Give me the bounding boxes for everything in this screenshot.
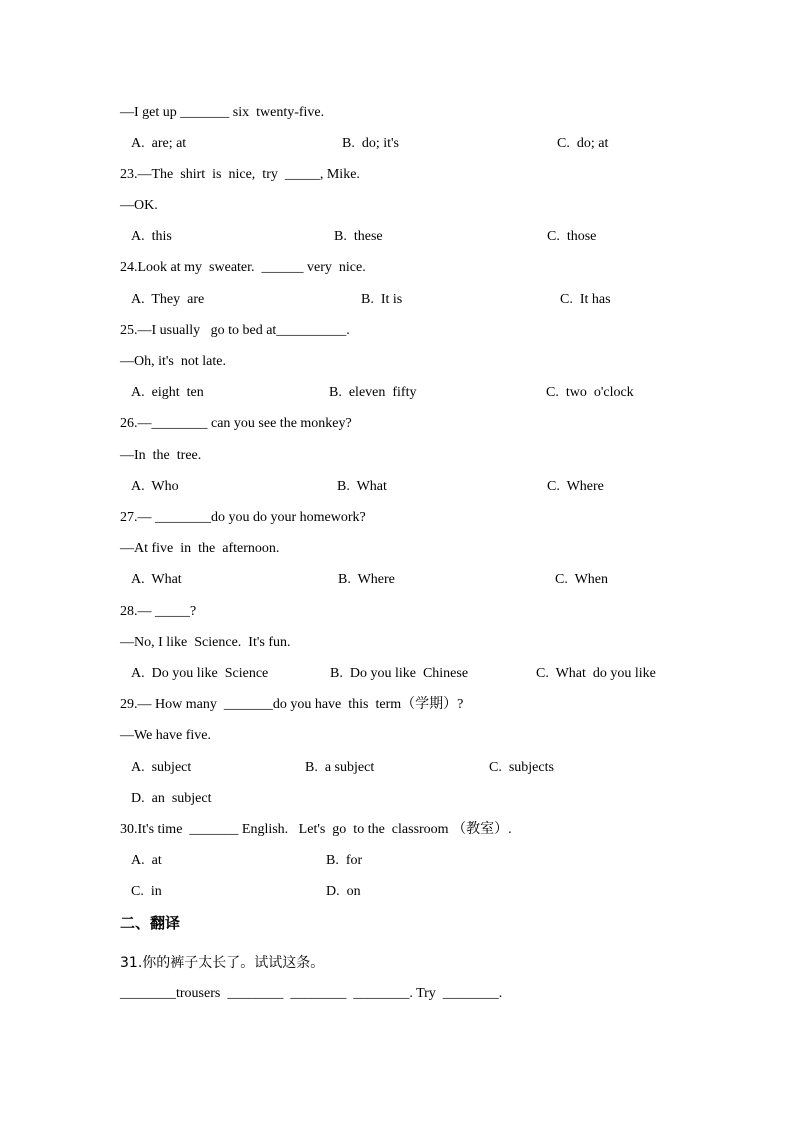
q26-option-a: A. Who [131, 479, 179, 494]
question-31: 31.你的裤子太长了。试试这条。 [120, 955, 325, 971]
q27-option-a: A. What [131, 572, 182, 587]
q23-option-b: B. these [334, 229, 383, 244]
question-23: 23.—The shirt is nice, try _____, Mike. [120, 167, 360, 182]
question-26-reply: —In the tree. [120, 448, 202, 463]
q22-option-b: B. do; it's [342, 136, 399, 151]
q25-option-a: A. eight ten [131, 385, 204, 400]
question-22-answer-line: —I get up _______ six twenty-five. [120, 105, 325, 120]
q29-option-c: C. subjects [489, 760, 554, 775]
q25-option-b: B. eleven fifty [329, 385, 417, 400]
question-28-reply: —No, I like Science. It's fun. [120, 635, 291, 650]
q23-option-a: A. this [131, 229, 172, 244]
q28-option-b: B. Do you like Chinese [330, 666, 469, 681]
section-heading-translation: 二、翻译 [120, 914, 181, 932]
q30-option-c: C. in [131, 884, 162, 899]
q30-option-a: A. at [131, 853, 162, 868]
question-24: 24.Look at my sweater. ______ very nice. [120, 260, 366, 275]
q30-option-d: D. on [326, 884, 361, 899]
q30-option-b: B. for [326, 853, 363, 868]
q25-option-c: C. two o'clock [546, 385, 634, 400]
question-25-reply: —Oh, it's not late. [120, 354, 226, 369]
question-29: 29.— How many _______do you have this term（学期）? [120, 697, 464, 712]
question-29-reply: —We have five. [120, 728, 211, 743]
q29-option-a: A. subject [131, 760, 192, 775]
q29-option-d: D. an subject [131, 791, 212, 806]
q24-option-b: B. It is [361, 292, 403, 307]
question-31-answer-line: ________trousers ________ ________ ________. Try ________. [120, 986, 503, 1001]
q28-option-a: A. Do you like Science [131, 666, 269, 681]
question-27-reply: —At five in the afternoon. [120, 541, 280, 556]
question-26: 26.—________ can you see the monkey? [120, 416, 352, 431]
q26-option-c: C. Where [547, 479, 604, 494]
q23-option-c: C. those [547, 229, 597, 244]
question-30: 30.It's time _______ English. Let's go to the classroom （教室）. [120, 822, 512, 837]
q27-option-b: B. Where [338, 572, 395, 587]
question-28: 28.— _____? [120, 604, 197, 619]
q24-option-c: C. It has [560, 292, 611, 307]
q26-option-b: B. What [337, 479, 387, 494]
question-23-reply: —OK. [120, 198, 158, 213]
question-27: 27.— ________do you do your homework? [120, 510, 366, 525]
q22-option-a: A. are; at [131, 136, 187, 151]
q22-option-c: C. do; at [557, 136, 609, 151]
q27-option-c: C. When [555, 572, 609, 587]
q29-option-b: B. a subject [305, 760, 375, 775]
question-25: 25.—I usually go to bed at__________. [120, 323, 350, 338]
q24-option-a: A. They are [131, 292, 205, 307]
q28-option-c: C. What do you like [536, 666, 656, 681]
